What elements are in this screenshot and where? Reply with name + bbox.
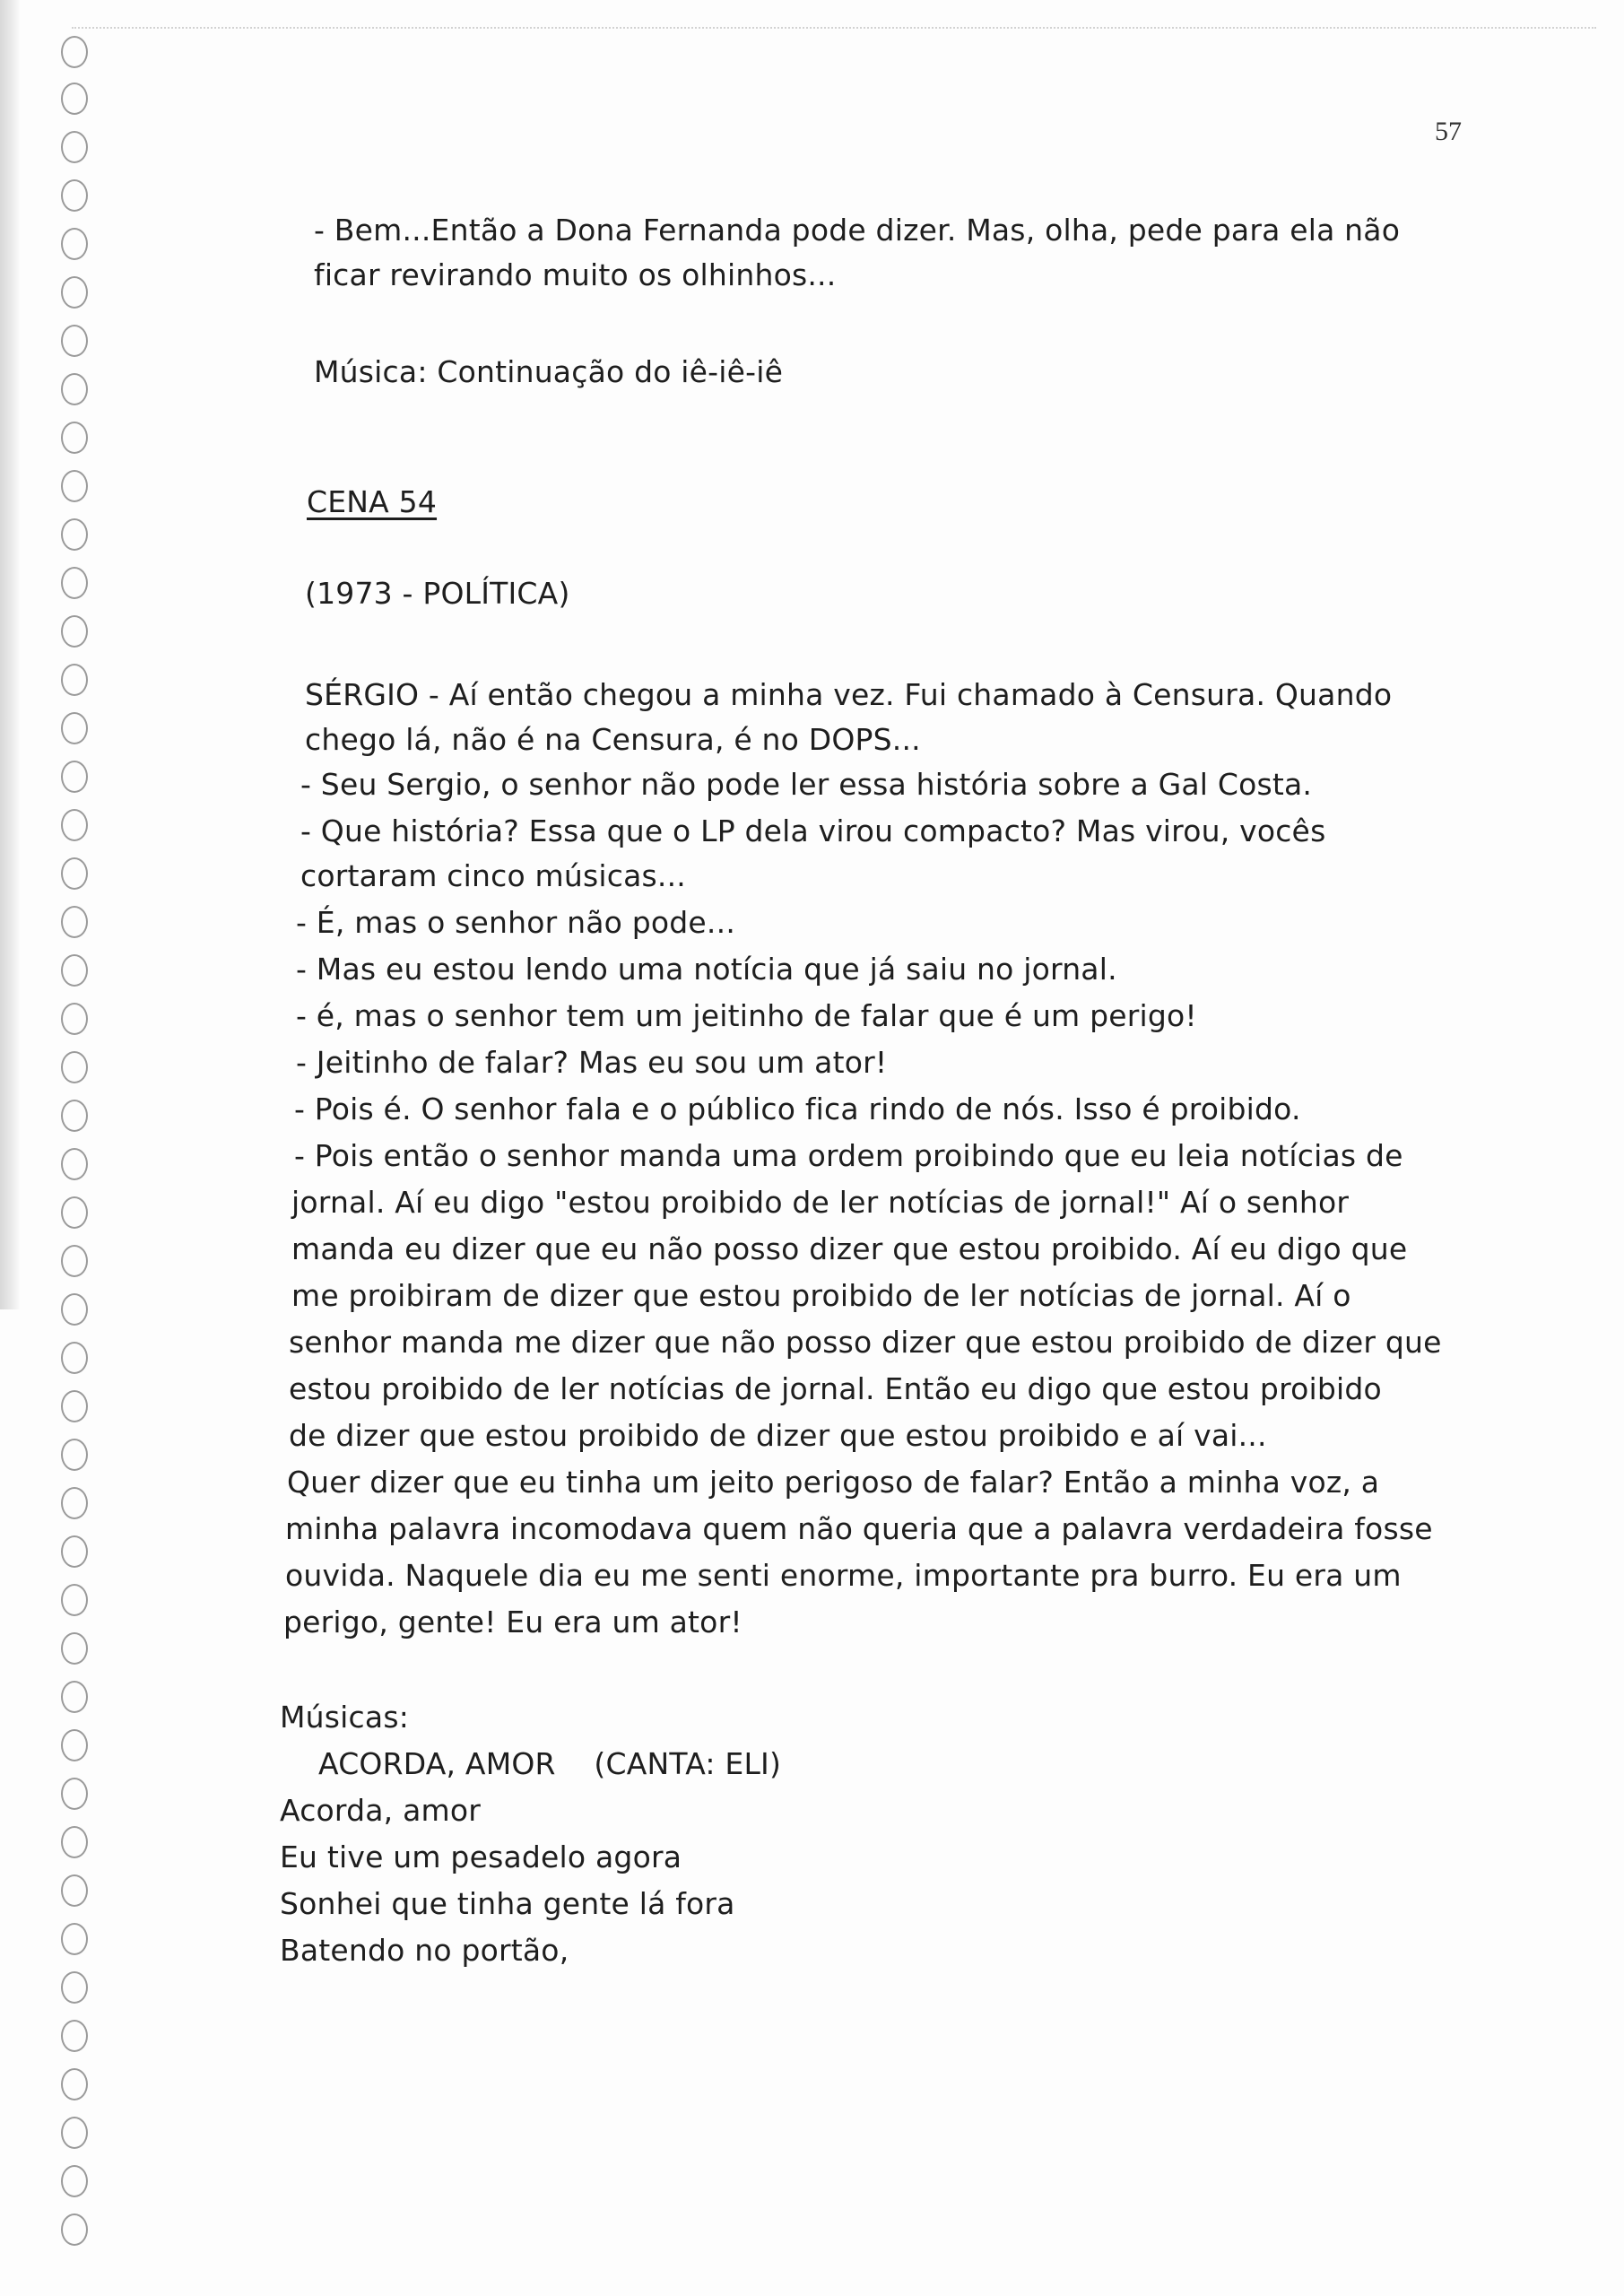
binder-hole-icon (61, 664, 88, 696)
dialogue-line: perigo, gente! Eu era um ator! (283, 1605, 743, 1639)
binder-hole-icon (61, 325, 88, 357)
scene-context: (1973 - POLÍTICA) (305, 576, 570, 611)
binder-hole-icon (61, 2117, 88, 2149)
binder-hole-icon (61, 131, 88, 163)
binder-hole-icon (61, 83, 88, 115)
binder-hole-icon (61, 373, 88, 405)
page-number: 57 (1435, 117, 1462, 146)
binder-hole-icon (61, 470, 88, 502)
binder-hole-icon (61, 1632, 88, 1665)
binder-hole-icon (61, 1293, 88, 1326)
binder-hole-icon (61, 1196, 88, 1229)
dialogue-line: - Pois é. O senhor fala e o público fica rindo de nós. Isso é proibido. (294, 1091, 1301, 1126)
dialogue-line: manda eu dizer que eu não posso dizer que estou proibido. Aí eu digo que (291, 1231, 1408, 1266)
binder-hole-icon (61, 518, 88, 551)
binder-hole-icon (61, 36, 88, 68)
binder-hole-icon (61, 1390, 88, 1422)
binder-hole-icon (61, 857, 88, 890)
binder-hole-icon (61, 179, 88, 212)
binder-hole-icon (61, 1342, 88, 1374)
dialogue-line: Quer dizer que eu tinha um jeito perigoso de falar? Então a minha voz, a (287, 1465, 1380, 1500)
binder-hole-icon (61, 2020, 88, 2052)
dialogue-line: minha palavra incomodava quem não queria que a palavra verdadeira fosse (285, 1511, 1433, 1546)
dialogue-line: - é, mas o senhor tem um jeitinho de falar que é um perigo! (296, 998, 1197, 1033)
binder-hole-icon (61, 1923, 88, 1955)
dialogue-line: - É, mas o senhor não pode... (296, 905, 736, 940)
binder-hole-icon (61, 1487, 88, 1519)
dialogue-line: chego lá, não é na Censura, é no DOPS... (305, 722, 921, 757)
binder-hole-icon (61, 1245, 88, 1277)
dialogue-line: ouvida. Naquele dia eu me senti enorme, importante pra burro. Eu era um (285, 1558, 1402, 1593)
binder-hole-icon (61, 2213, 88, 2246)
scan-artifact-line (72, 27, 1596, 30)
binder-hole-icon (61, 1051, 88, 1083)
dialogue-line: me proibiram de dizer que estou proibido de ler notícias de jornal. Aí o (291, 1278, 1351, 1313)
binder-hole-icon (61, 228, 88, 260)
dialogue-line: ficar revirando muito os olhinhos... (314, 257, 837, 292)
dialogue-line: SÉRGIO - Aí então chegou a minha vez. Fui chamado à Censura. Quando (305, 677, 1393, 712)
dialogue-line: - Seu Sergio, o senhor não pode ler essa história sobre a Gal Costa. (300, 767, 1313, 802)
binder-hole-icon (61, 2068, 88, 2100)
lyric-line: Acorda, amor (280, 1793, 481, 1828)
binder-hole-icon (61, 906, 88, 938)
binder-hole-icon (61, 1681, 88, 1713)
binder-hole-icon (61, 1729, 88, 1761)
binder-hole-icon (61, 2165, 88, 2197)
music-label: Músicas: (280, 1700, 410, 1735)
binder-hole-icon (61, 615, 88, 648)
binder-hole-icon (61, 761, 88, 793)
lyric-line: Eu tive um pesadelo agora (280, 1839, 682, 1874)
scene-heading: CENA 54 (307, 484, 438, 519)
binder-hole-icon (61, 1148, 88, 1180)
binder-hole-icon (61, 276, 88, 309)
binder-hole-icon (61, 1439, 88, 1471)
dialogue-line: de dizer que estou proibido de dizer que estou proibido e aí vai... (289, 1418, 1267, 1453)
lyric-line: Batendo no portão, (280, 1933, 569, 1968)
binder-hole-icon (61, 1003, 88, 1035)
binder-hole-icon (61, 1971, 88, 2004)
dialogue-line: - Jeitinho de falar? Mas eu sou um ator! (296, 1045, 888, 1080)
binder-hole-icon (61, 1535, 88, 1568)
song-title: ACORDA, AMOR (CANTA: ELI) (318, 1746, 782, 1781)
dialogue-line: - Pois então o senhor manda uma ordem proibindo que eu leia notícias de (294, 1138, 1403, 1173)
dialogue-line: senhor manda me dizer que não posso dizer que estou proibido de dizer que (289, 1325, 1442, 1360)
dialogue-line: - Que história? Essa que o LP dela virou compacto? Mas virou, vocês (300, 813, 1326, 848)
binder-holes (25, 0, 79, 2296)
music-cue: Música: Continuação do iê-iê-iê (314, 354, 784, 389)
lyric-line: Sonhei que tinha gente lá fora (280, 1886, 735, 1921)
binder-hole-icon (61, 1778, 88, 1810)
binder-hole-icon (61, 1874, 88, 1907)
dialogue-line: jornal. Aí eu digo "estou proibido de ler notícias de jornal!" Aí o senhor (291, 1185, 1350, 1220)
dialogue-line: - Bem...Então a Dona Fernanda pode dizer. Mas, olha, pede para ela não (314, 213, 1401, 248)
binding-edge (0, 0, 20, 1309)
dialogue-line: - Mas eu estou lendo uma notícia que já saiu no jornal. (296, 952, 1117, 987)
binder-hole-icon (61, 422, 88, 454)
binder-hole-icon (61, 1826, 88, 1858)
binder-hole-icon (61, 954, 88, 987)
dialogue-line: estou proibido de ler notícias de jornal. Então eu digo que estou proibido (289, 1371, 1382, 1406)
binder-hole-icon (61, 1584, 88, 1616)
dialogue-line: cortaram cinco músicas... (300, 858, 686, 893)
binder-hole-icon (61, 567, 88, 599)
binder-hole-icon (61, 1100, 88, 1132)
binder-hole-icon (61, 809, 88, 841)
binder-hole-icon (61, 712, 88, 744)
